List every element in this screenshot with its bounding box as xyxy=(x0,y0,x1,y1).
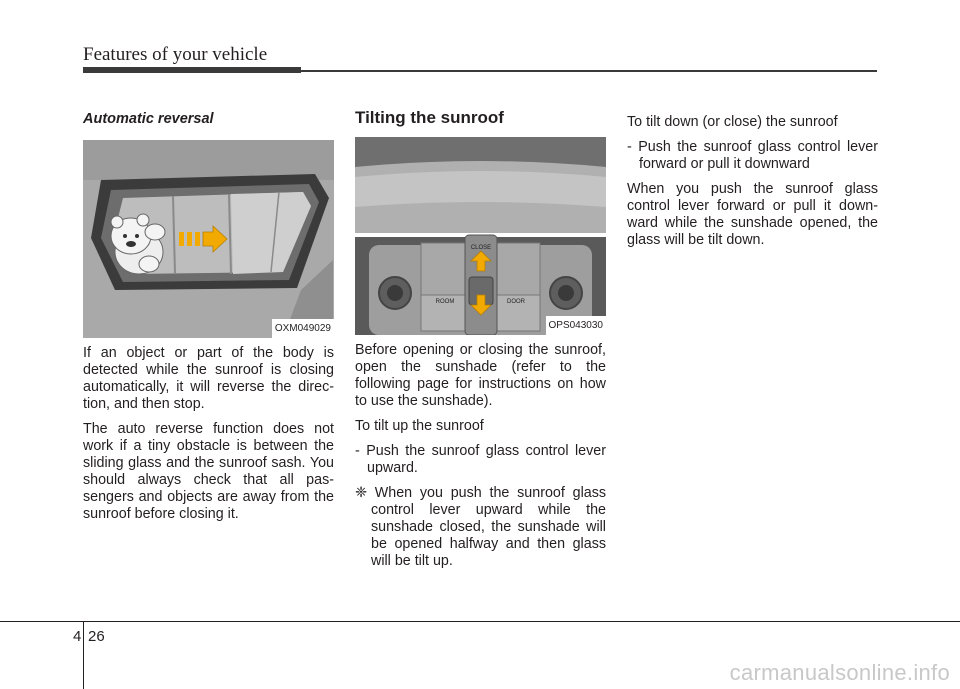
figure-code: OPS043030 xyxy=(546,316,607,335)
chapter-number: 4 xyxy=(73,628,82,645)
heading-tilting-sunroof: Tilting the sunroof xyxy=(355,108,504,127)
heading-automatic-reversal: Automatic reversal xyxy=(83,111,214,127)
list-item: - Push the sunroof glass control lever upward. xyxy=(355,443,606,476)
header-rule-thick xyxy=(83,67,301,73)
sunroof-control-illustration xyxy=(355,137,606,335)
header-rule-thin xyxy=(301,70,877,72)
footer-rule xyxy=(0,621,960,622)
header-title: Features of your vehicle xyxy=(83,44,268,65)
figure-code: OXM049029 xyxy=(272,319,334,338)
note: ❈ When you push the sunroof glass control lever upward while the sunshade closed, the sunshade will be opened halfway and then glass will be tilt up. xyxy=(355,485,606,569)
column-tilting-sunroof xyxy=(355,108,606,578)
list-item: - Push the sunroof glass control lever forward or pull it downward xyxy=(627,139,878,172)
door-label: DOOR xyxy=(507,299,525,305)
watermark-link[interactable]: carmanualsonline.info xyxy=(729,660,950,685)
paragraph: If an object or part of the body is detected while the sunroof is closing automatically, it will reverse the direction, and then stop. xyxy=(83,345,334,412)
column-tilt-down xyxy=(627,114,878,257)
figure-sunroof-reversal xyxy=(83,140,334,338)
column-automatic-reversal xyxy=(83,108,334,531)
paragraph: The auto reverse function does not work if a tiny obstacle is between the sliding glass and the sunroof sash. You should always check that all passengers and objects are away from the sunroof before closing it. xyxy=(83,421,334,522)
page-number: 26 xyxy=(88,628,105,645)
paragraph: To tilt down (or close) the sunroof xyxy=(627,114,838,130)
room-label: ROOM xyxy=(435,299,455,305)
paragraph: To tilt up the sunroof xyxy=(355,418,484,434)
figure-sunroof-control xyxy=(355,137,606,335)
sunroof-reversal-illustration xyxy=(83,140,334,338)
footer-divider xyxy=(83,621,84,689)
close-label: CLOSE xyxy=(470,245,492,251)
paragraph: Before opening or closing the sunroof, open the sunshade (refer to the following page for instructions on how to use the sunshade). xyxy=(355,342,606,409)
paragraph: When you push the sunroof glass control lever forward or pull it downward while the sunshade opened, the glass will be tilt down. xyxy=(627,181,878,248)
